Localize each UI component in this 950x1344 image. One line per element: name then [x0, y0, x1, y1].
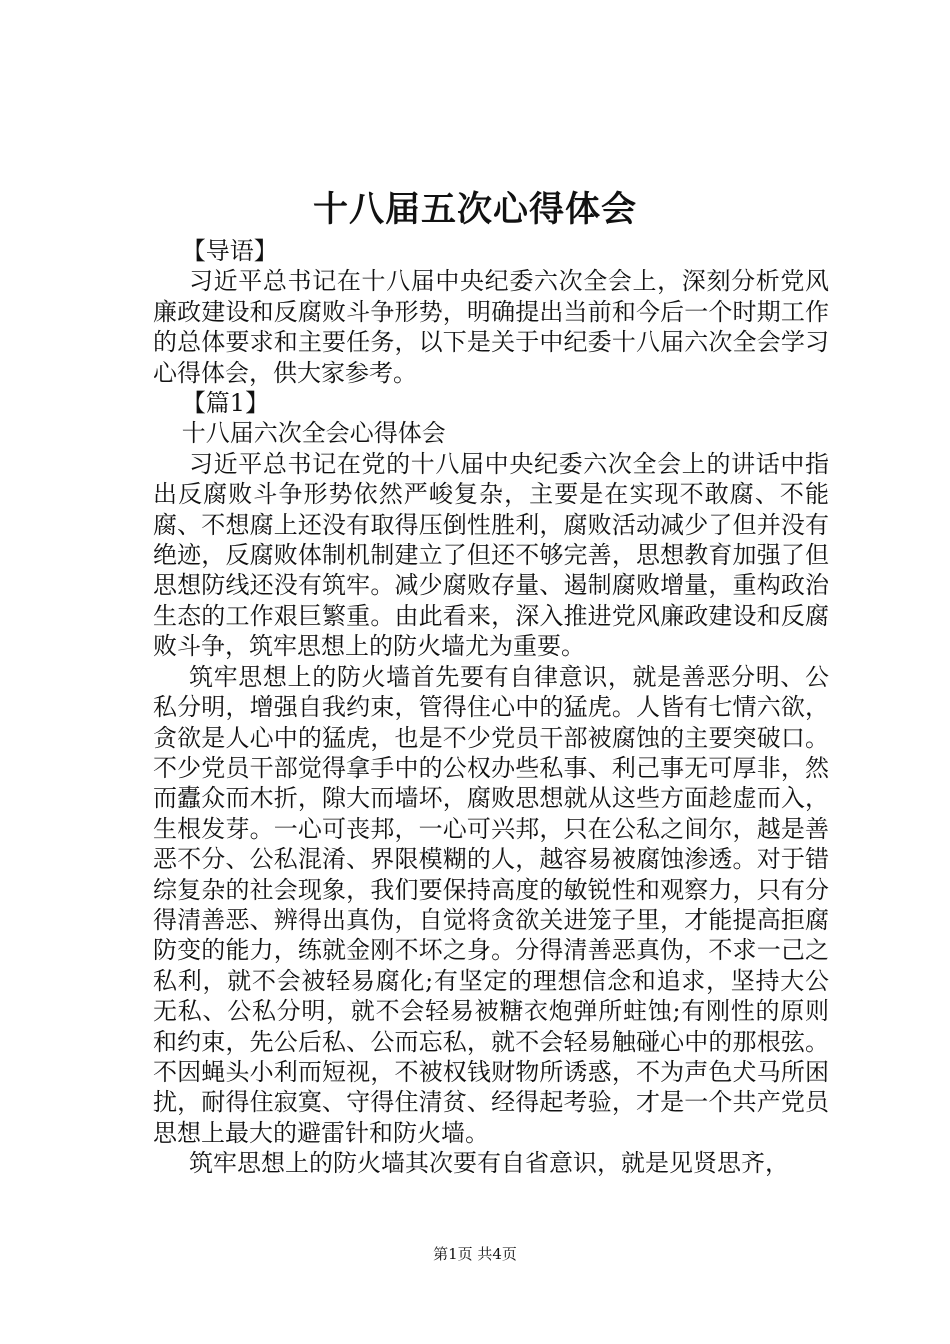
- intro-label: 【导语】: [181, 237, 278, 265]
- section-label: 【篇1】: [181, 389, 270, 418]
- body-paragraph: 筑牢思想上的防火墙首先要有自律意识，就是善恶分明、公私分明，增强自我约束，管得住心中的猛虎。人皆有七情六欲，贪欲是人心中的猛虎，也是不少党员干部被腐蚀的主要突破口。不少党员干部觉得拿手中的公权办些私事、利己事无可厚非，然而蠹众而木折，隙大而墙坏，腐败思想就从这些方面趁虚而入，生根发芽。一心可丧邦，一心可兴邦，只在公私之间尔，越是善恶不分、公私混淆、界限模糊的人，越容易被腐蚀渗透。对于错综复杂的社会现象，我们要保持高度的敏锐性和观察力，只有分得清善恶、辨得出真伪，自觉将贪欲关进笼子里，才能提高拒腐防变的能力，练就金刚不坏之身。分得清善恶真伪，不求一己之私利，就不会被轻易腐化;有坚定的理想信念和追求，坚持大公无私、公私分明，就不会轻易被糖衣炮弹所蛀蚀;有刚性的原则和约束，先公后私、公而忘私，就不会轻易触碰心中的那根弦。不因蝇头小利而短视，不被权钱财物所诱惑，不为声色犬马所困扰，耐得住寂寞、守得住清贫、经得起考验，才是一个共产党员思想上最大的避雷针和防火墙。: [153, 662, 829, 1147]
- section-heading: 十八届六次全会心得体会: [181, 419, 446, 448]
- body-paragraph: 习近平总书记在党的十八届中央纪委六次全会上的讲话中指出反腐败斗争形势依然严峻复杂，主要是在实现不敢腐、不能腐、不想腐上还没有取得压倒性胜利，腐败活动减少了但并没有绝迹，反腐败体制机制建立了但还不够完善，思想教育加强了但思想防线还没有筑牢。减少腐败存量、遏制腐败增量，重构政治生态的工作艰巨繁重。由此看来，深入推进党风廉政建设和反腐败斗争，筑牢思想上的防火墙尤为重要。: [153, 449, 829, 661]
- page-footer: 第1页 共4页: [433, 1245, 517, 1263]
- document-body: [153, 236, 829, 1179]
- intro-paragraph: 习近平总书记在十八届中央纪委六次全会上，深刻分析党风廉政建设和反腐败斗争形势，明确提出当前和今后一个时期工作的总体要求和主要任务，以下是关于中纪委十八届六次全会学习心得体会，供大家参考。: [153, 267, 829, 387]
- body-paragraph: 筑牢思想上的防火墙其次要有自省意识，就是见贤思齐，: [189, 1149, 789, 1178]
- document-title: 十八届五次心得体会: [312, 189, 637, 230]
